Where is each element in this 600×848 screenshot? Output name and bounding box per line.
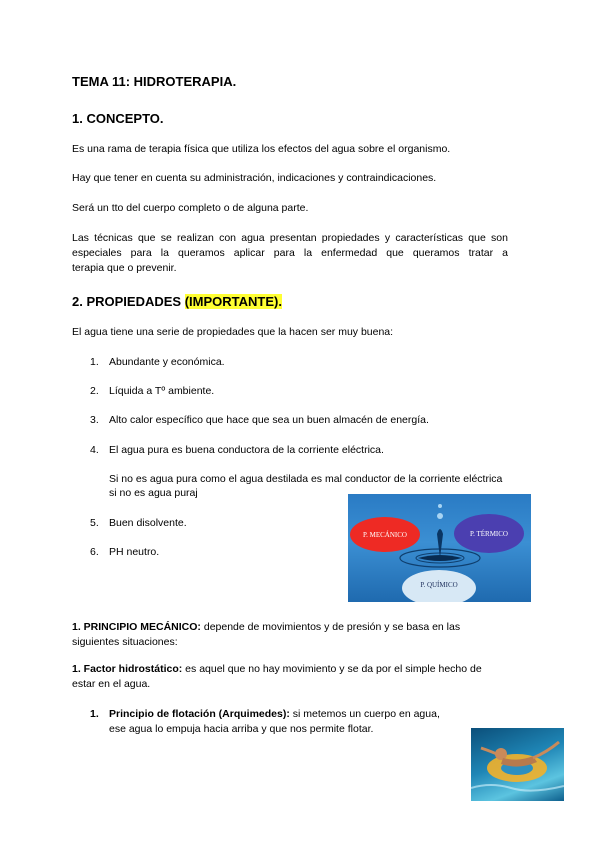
list-number: 6.	[90, 546, 99, 558]
swimmer-icon	[471, 728, 564, 801]
heading-text: 2. PROPIEDADES	[72, 294, 185, 309]
swimmer-photo	[471, 728, 564, 801]
list-item: Líquida a Tº ambiente.	[109, 385, 215, 397]
quimico-oval	[402, 570, 476, 602]
list-item-note: si no es agua puraj	[109, 487, 198, 499]
principio-mecanico-paragraph	[72, 620, 460, 650]
bold-term: 1. PRINCIPIO MECÁNICO:	[72, 621, 201, 633]
mecanico-oval	[350, 517, 420, 552]
list-number: 1.	[90, 356, 99, 368]
paragraph: El agua tiene una serie de propiedades que la hacen ser muy buena:	[72, 326, 394, 338]
list-item: Alto calor específico que hace que sea un buen almacén de energía.	[109, 414, 429, 426]
paragraph-text: depende de movimientos y de presión y se basa en las	[200, 621, 461, 633]
paragraph-line: siguientes situaciones:	[72, 636, 178, 648]
list-number: 5.	[90, 517, 99, 529]
paragraph: Será un tto del cuerpo completo o de alguna parte.	[72, 202, 309, 214]
mecanico-label: P. MECÁNICO	[363, 530, 407, 539]
list-number: 2.	[90, 385, 99, 397]
paragraph-line: ese agua lo empuja hacia arriba y que nos permite flotar.	[109, 723, 374, 735]
paragraph-text: es aquel que no hay movimiento y se da por el simple hecho de	[182, 663, 482, 675]
list-number: 4.	[90, 444, 99, 456]
paragraph-tecnicas	[72, 231, 508, 276]
list-number: 1.	[90, 708, 99, 720]
section-heading-propiedades	[72, 294, 282, 309]
principles-diagram	[348, 494, 531, 602]
paragraph-text: si metemos un cuerpo en agua,	[289, 708, 440, 720]
bold-term: 1. Factor hidrostático:	[72, 663, 183, 675]
highlighted-text: (IMPORTANTE).	[184, 294, 282, 309]
list-item-note: Si no es agua pura como el agua destilada es mal conductor de la corriente eléctrica	[109, 473, 503, 485]
paragraph: Hay que tener en cuenta su administración, indicaciones y contraindicaciones.	[72, 172, 437, 184]
quimico-label: P. QUÍMICO	[420, 581, 458, 589]
paragraph: Es una rama de terapia física que utiliza los efectos del agua sobre el organismo.	[72, 143, 451, 155]
termico-label: P. TÉRMICO	[470, 529, 508, 538]
list-number: 3.	[90, 414, 99, 426]
document-title: TEMA 11: HIDROTERAPIA.	[72, 74, 237, 89]
paragraph-line: Las técnicas que se realizan con agua presentan propiedades y características que son	[72, 232, 508, 244]
factor-hidrostatico-paragraph	[72, 662, 482, 692]
list-item: El agua pura es buena conductora de la corriente eléctrica.	[109, 444, 384, 456]
paragraph-line: especiales para la queramos aplicar para la enfermedad que queramos tratar a	[72, 247, 508, 259]
paragraph-line: estar en el agua.	[72, 678, 151, 690]
list-item: Abundante y económica.	[109, 356, 225, 368]
termico-oval	[454, 514, 524, 553]
list-item: Buen disolvente.	[109, 517, 187, 529]
section-heading-concepto: 1. CONCEPTO.	[72, 111, 164, 126]
paragraph-line: terapia que o prevenir.	[72, 262, 177, 274]
bold-term: Principio de flotación (Arquimedes):	[109, 708, 290, 720]
list-item: PH neutro.	[109, 546, 160, 558]
